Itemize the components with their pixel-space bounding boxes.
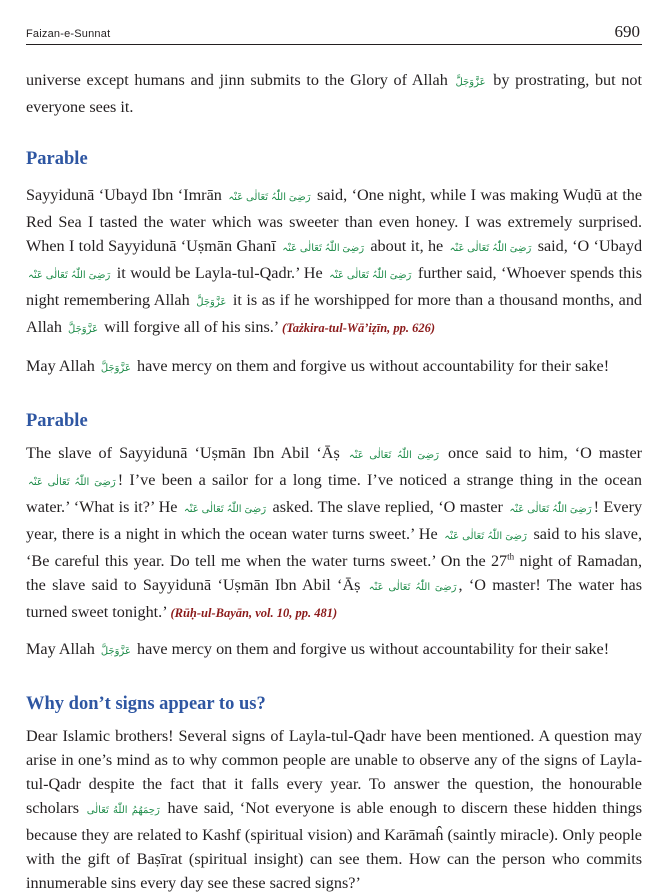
honorific-rahimahum: رَحِمَهُمُ اللّٰهُ تَعَالٰی xyxy=(86,805,160,816)
citation: (Tażkira-tul-Wā’iẓīn, pp. 626) xyxy=(282,321,436,335)
parable-2-paragraph: The slave of Sayyidunā ‘Uṣmān Ibn Abil ‘Āṣ رَضِیَ اللّٰہُ تَعَالٰی عَنْہ once said to him, ‘O master رَضِیَ اللّٰہُ تَعَالٰی عَنْہ ! I’ve been a sailor for a long time. I’ve noticed a strange thing in the ocean water.’ ‘What is it?’ He رَضِیَ اللّٰہُ تَعَالٰی عَنْہ asked. The slave replied, ‘O master رَضِیَ اللّٰہُ تَعَالٰی عَنْہ ! Every year, there is a night in which the ocean water turns sweet.’ He رَضِیَ اللّٰہُ تَعَالٰی عَنْہ said to his slave, ‘Be careful this year. Do tell me when the water turns sweet.’ On the 27th night of Ramadan, the slave said to Sayyidunā ‘Uṣmān Ibn Abil ‘Āṣ رَضِیَ اللّٰہُ تَعَالٰی عَنْہ , ‘O master! The water has turned sweet tonight.’ (Rūḥ-ul-Bayān, vol. 10, pp. 481) xyxy=(26,444,643,621)
intro-paragraph: universe except humans and jinn submits to the Glory of Allah عَزَّوَجَلَّ by prostrating, but not everyone sees it. xyxy=(26,71,643,116)
citation: (Rūḥ-ul-Bayān, vol. 10, pp. 481) xyxy=(170,606,338,620)
honorific-ra: رَضِیَ اللّٰہُ تَعَالٰی عَنْہ xyxy=(449,243,532,254)
honorific-ra: رَضِیَ اللّٰہُ تَعَالٰی عَنْہ xyxy=(329,270,412,281)
page-content xyxy=(26,68,642,895)
honorific-allah: عَزَّوَجَلَّ xyxy=(100,646,131,657)
honorific-ra: رَضِیَ اللّٰہُ تَعَالٰی عَنْہ xyxy=(444,531,527,542)
honorific-ra: رَضِیَ اللّٰہُ تَعَالٰی عَنْہ xyxy=(28,477,116,488)
page-number: 690 xyxy=(614,22,640,41)
honorific-ra: رَضِیَ اللّٰہُ تَعَالٰی عَنْہ xyxy=(348,450,439,461)
book-title: Faizan-e-Sunnat xyxy=(26,28,111,40)
mercy-supplication: May Allah عَزَّوَجَلَّ have mercy on them and forgive us without accountability for their sake! xyxy=(26,640,610,658)
parable-1-paragraph: Sayyidunā ‘Ubayd Ibn ‘Imrān رَضِیَ اللّٰہُ تَعَالٰی عَنْہ said, ‘One night, while I was making Wuḍū at the Red Sea I tasted the water which was sweeter than even honey. I was extremely surprised. When I told Sayyidunā ‘Uṣmān Ghanī رَضِیَ اللّٰہُ تَعَالٰی عَنْہ about it, he رَضِیَ اللّٰہُ تَعَالٰی عَنْہ said, ‘O ‘Ubayd رَضِیَ اللّٰہُ تَعَالٰی عَنْہ it would be Layla-tul-Qadr.’ He رَضِیَ اللّٰہُ تَعَالٰی عَنْہ further said, ‘Whoever spends this night remembering Allah عَزَّوَجَلَّ it is as if he worshipped for more than a thousand months, and Allah عَزَّوَجَلَّ will forgive all of his sins.’ (Tażkira-tul-Wā’iẓīn, pp. 626) xyxy=(26,186,643,336)
honorific-allah: عَزَّوَجَلَّ xyxy=(100,363,131,374)
page-header xyxy=(26,22,642,45)
section-heading-parable-2: Parable xyxy=(26,411,88,431)
signs-paragraph: Dear Islamic brothers! Several signs of Layla-tul-Qadr have been mentioned. A question may arise in one’s mind as to why common people are unable to observe any of the signs of Layla-tul-Qadr despite the fact that it falls every year. To answer the question, the honourable scholars رَحِمَهُمُ اللّٰهُ تَعَالٰی have said, ‘Not everyone is able enough to discern these hidden things because they are related to Kashf (spiritual vision) and Karāmaĥ (saintly miracle). Only people with the gift of Baṣīrat (spiritual insight) can see them. How can the person who commits innumerable sins every day see these sacred signs?’ xyxy=(26,727,643,892)
honorific-allah: عَزَّوَجَلَّ xyxy=(196,297,227,308)
superscript-th: th xyxy=(507,551,515,562)
section-heading-parable-1: Parable xyxy=(26,149,88,169)
honorific-allah: عَزَّوَجَلَّ xyxy=(68,324,99,335)
section-heading-signs: Why don’t signs appear to us? xyxy=(26,694,266,714)
honorific-ra: رَضِیَ اللّٰہُ تَعَالٰی عَنْہ xyxy=(28,270,111,281)
honorific-ra: رَضِیَ اللّٰہُ تَعَالٰی عَنْہ xyxy=(228,192,311,203)
honorific-ra: رَضِیَ اللّٰہُ تَعَالٰی عَنْہ xyxy=(368,582,457,593)
honorific-ra: رَضِیَ اللّٰہُ تَعَالٰی عَنْہ xyxy=(183,504,267,515)
honorific-ra: رَضِیَ اللّٰہُ تَعَالٰی عَنْہ xyxy=(282,243,365,254)
mercy-supplication: May Allah عَزَّوَجَلَّ have mercy on them and forgive us without accountability for their sake! xyxy=(26,357,610,375)
honorific-allah: عَزَّوَجَلَّ xyxy=(455,77,486,88)
honorific-ra: رَضِیَ اللّٰہُ تَعَالٰی عَنْہ xyxy=(509,504,592,515)
